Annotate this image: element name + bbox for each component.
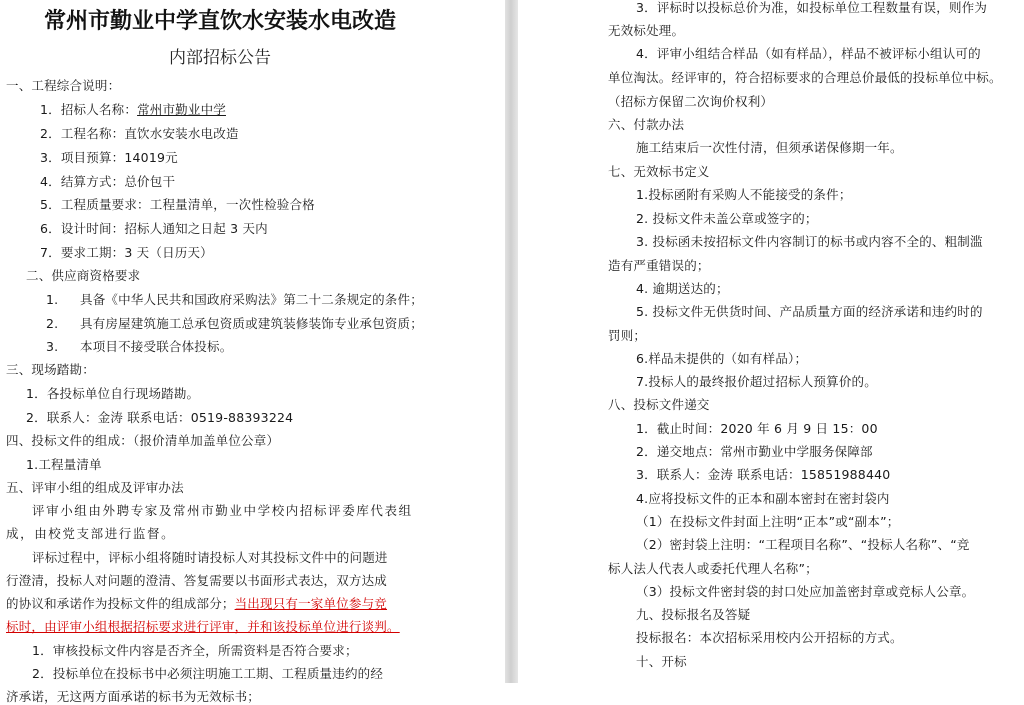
qualification-num-3: 3. [46, 339, 59, 354]
invalid-bid-item-3-line-2: 造有严重错误的； [608, 258, 710, 273]
submission-location: 2．递交地点：常州市勤业中学服务保障部 [636, 444, 873, 459]
sealing-sub-2-line-1: （2）密封袋上注明：“工程项目名称”、“投标人名称”、“竞 [636, 537, 970, 552]
info-item-label: 7．要求工期： [40, 245, 125, 260]
review-para-2-line-2: 行澄清，投标人对问题的澄清、答复需要以书面形式表达，双方达成 [6, 573, 388, 588]
section-1-heading: 一、工程综合说明： [6, 78, 121, 93]
section-2-heading: 二、供应商资格要求 [26, 268, 141, 283]
review-item-3-line-1: 3．评标时以投标总价为准，如投标单位工程数量有误，则作为 [636, 0, 988, 15]
review-item-4-line-1: 4．评审小组结合样品（如有样品），样品不被评标小组认可的 [636, 46, 981, 61]
invalid-bid-item-5-line-2: 罚则； [608, 328, 647, 343]
info-item-label: 3．项目预算： [40, 150, 125, 165]
section-4-heading: 四、投标文件的组成：（报价清单加盖单位公章） [6, 433, 280, 448]
site-visit-contact: 2．联系人：金涛 联系电话：0519-88393224 [26, 410, 294, 425]
document-title: 常州市勤业中学直饮水安装水电改造 [43, 8, 396, 34]
info-item-value: 工程量清单，一次性检验合格 [149, 197, 315, 212]
submission-contact: 3．联系人：金涛 联系电话：15851988440 [636, 467, 891, 482]
submission-deadline: 1．截止时间：2020 年 6 月 9 日 15：00 [636, 421, 878, 436]
right-page [518, 0, 1024, 683]
invalid-bid-item-1: 1.投标函附有采购人不能接受的条件； [636, 187, 852, 202]
info-item-6 [40, 221, 268, 237]
info-item-4 [40, 174, 175, 190]
section-6-heading: 六、付款办法 [608, 117, 685, 132]
info-item-label: 5．工程质量要求： [40, 197, 150, 212]
info-item-value: 14019元 [124, 150, 178, 165]
qualification-num-1: 1. [46, 292, 59, 307]
review-para-2-line-3 [6, 596, 387, 612]
info-item-label: 2．工程名称： [40, 126, 125, 141]
review-item-3-line-2: 无效标处理。 [608, 23, 685, 38]
review-para-2-text: 的协议和承诺作为投标文件的组成部分； [6, 596, 235, 611]
invalid-bid-item-4: 4. 逾期送达的； [636, 281, 729, 296]
invalid-bid-item-3-line-1: 3. 投标函未按招标文件内容制订的标书或内容不全的、粗制滥 [636, 234, 983, 249]
info-item-value: 直饮水安装水电改造 [124, 126, 239, 141]
page-gutter [505, 0, 518, 683]
info-item-value: 3 天（日历天） [124, 245, 213, 260]
info-item-value: 招标人通知之日起 3 天内 [124, 221, 268, 236]
sealing-sub-1: （1）在投标文件封面上注明“正本”或“副本”； [636, 514, 900, 529]
info-item-1 [40, 102, 226, 118]
bid-composition-item-1: 1.工程量清单 [26, 457, 102, 472]
review-para-2-line-1: 评标过程中，评标小组将随时请投标人对其投标文件中的问题进 [32, 550, 388, 565]
review-item-4-line-2: 单位淘汰。经评审的，符合招标要求的合理总价最低的投标单位中标。 [608, 70, 1002, 85]
section-3-heading: 三、现场踏勘： [6, 362, 95, 377]
info-item-3 [40, 150, 178, 166]
section-8-heading: 八、投标文件递交 [608, 397, 710, 412]
invalid-bid-item-5-line-1: 5. 投标文件无供货时间、产品质量方面的经济承诺和违约时的 [636, 304, 983, 319]
document-subtitle: 内部招标公告 [169, 48, 271, 68]
section-10-heading: 十、开标 [636, 654, 687, 669]
info-item-7 [40, 245, 213, 261]
section-5-heading: 五、评审小组的组成及评审办法 [6, 480, 184, 495]
info-item-value: 总价包干 [124, 174, 176, 189]
qualification-text-2: 具有房屋建筑施工总承包资质或建筑装修装饰专业承包资质； [80, 316, 423, 331]
review-para-1-line-1: 评审小组由外聘专家及常州市勤业中学校内招标评委库代表组 [32, 503, 413, 518]
second-inquiry-note: （招标方保留二次询价权利） [608, 94, 774, 109]
tenderer-name: 常州市勤业中学 [137, 102, 226, 117]
left-page [0, 0, 505, 704]
review-para-1-line-2: 成，由校党支部进行监督。 [6, 526, 176, 541]
invalid-bid-item-2: 2. 投标文件未盖公章或签字的； [636, 211, 818, 226]
qualification-num-2: 2. [46, 316, 59, 331]
info-item-label: 4．结算方式： [40, 174, 125, 189]
invalid-bid-item-7: 7.投标人的最终报价超过招标人预算价的。 [636, 374, 877, 389]
info-item-label: 6．设计时间： [40, 221, 125, 236]
highlighted-single-bidder-clause: 当出现只有一家单位参与竞 [234, 596, 388, 611]
submission-sealing-rule: 4.应将投标文件的正本和副本密封在密封袋内 [636, 491, 890, 506]
info-item-2 [40, 126, 239, 142]
site-visit-item-1: 1．各投标单位自行现场踏勘。 [26, 386, 200, 401]
payment-text: 施工结束后一次性付清，但须承诺保修期一年。 [636, 140, 903, 155]
qualification-text-3: 本项目不接受联合体投标。 [80, 339, 233, 354]
review-item-1: 1．审核投标文件内容是否齐全，所需资料是否符合要求； [32, 643, 358, 658]
section-7-heading: 七、无效标书定义 [608, 164, 710, 179]
review-item-2-line-2: 济承诺，无这两方面承诺的标书为无效标书； [6, 689, 261, 704]
registration-text: 投标报名：本次招标采用校内公开招标的方式。 [636, 630, 903, 645]
info-item-5 [40, 197, 315, 213]
highlighted-single-bidder-clause-cont: 标时，由评审小组根据招标要求进行评审，并和该投标单位进行谈判。 [6, 619, 400, 634]
review-item-2-line-1: 2．投标单位在投标书中必须注明施工工期、工程质量违约的经 [32, 666, 384, 681]
qualification-text-1: 具备《中华人民共和国政府采购法》第二十二条规定的条件； [80, 292, 423, 307]
section-9-heading: 九、投标报名及答疑 [636, 607, 751, 622]
sealing-sub-2-line-2: 标人法人代表人或委托代理人名称”； [608, 561, 818, 576]
invalid-bid-item-6: 6.样品未提供的（如有样品）； [636, 351, 808, 366]
info-item-label: 1．招标人名称： [40, 102, 138, 117]
sealing-sub-3: （3）投标文件密封袋的封口处应加盖密封章或竞标人公章。 [636, 584, 975, 599]
